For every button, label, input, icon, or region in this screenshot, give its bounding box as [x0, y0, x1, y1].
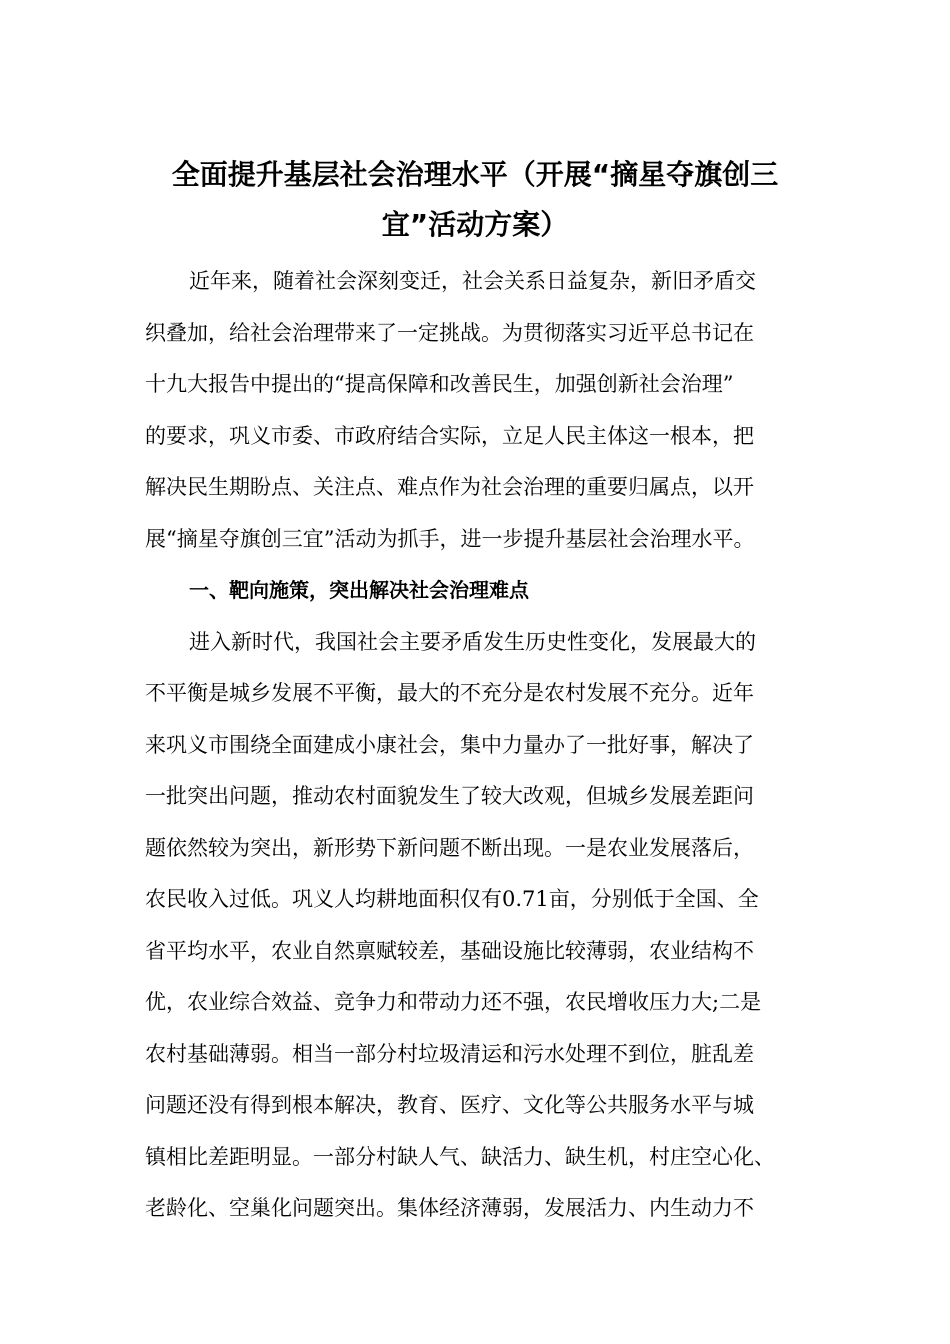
text-line: 优，农业综合效益、竞争力和带动力还不强，农民增收压力大;二是 — [145, 990, 762, 1014]
document-title — [140, 150, 810, 250]
text-line: 近年来，随着社会深刻变迁，社会关系日益复杂，新旧矛盾交 — [189, 269, 756, 293]
text-line: 老龄化、空巢化问题突出。集体经济薄弱，发展活力、内生动力不 — [145, 1196, 754, 1220]
text-line: 不平衡是城乡发展不平衡，最大的不充分是农村发展不充分。近年 — [145, 681, 754, 705]
text-line: 进入新时代，我国社会主要矛盾发生历史性变化，发展最大的 — [189, 629, 756, 654]
text-line: 一批突出问题，推动农村面貌发生了较大改观，但城乡发展差距问 — [145, 784, 754, 808]
text-line: 解决民生期盼点、关注点、难点作为社会治理的重要归属点，以开 — [145, 475, 754, 499]
text-line: 问题还没有得到根本解决，教育、医疗、文化等公共服务水平与城 — [145, 1093, 754, 1117]
text-line: 农民收入过低。巩义人均耕地面积仅有0.71亩，分别低于全国、全 — [145, 887, 759, 911]
text-line: 省平均水平，农业自然禀赋较差，基础设施比较薄弱，农业结构不 — [145, 938, 754, 963]
text-line: 的要求，巩义市委、市政府结合实际，立足人民主体这一根本，把 — [145, 423, 754, 448]
text-line: 十九大报告中提出的“提高保障和改善民生，加强创新社会治理” — [145, 372, 734, 396]
section-heading: 一、靶向施策，突出解决社会治理难点 — [189, 578, 529, 602]
text-line: 织叠加，给社会治理带来了一定挑战。为贯彻落实习近平总书记在 — [145, 320, 754, 345]
text-line: 题依然较为突出，新形势下新问题不断出现。一是农业发展落后， — [145, 835, 754, 860]
text-line: 镇相比差距明显。一部分村缺人气、缺活力、缺生机，村庄空心化、 — [145, 1144, 775, 1169]
text-line: 来巩义市围绕全面建成小康社会，集中力量办了一批好事，解决了 — [145, 732, 754, 757]
title-line-2: 宜”活动方案） — [381, 208, 569, 241]
document-body — [145, 262, 815, 1241]
text-line: 展“摘星夺旗创三宜”活动为抓手，进一步提升基层社会治理水平。 — [145, 526, 755, 551]
paragraph-intro — [145, 262, 815, 571]
text-line: 农村基础薄弱。相当一部分村垃圾清运和污水处理不到位，脏乱差 — [145, 1041, 754, 1066]
title-line-1: 全面提升基层社会治理水平（开展“摘星夺旗创三 — [171, 158, 779, 191]
paragraph-section-1 — [145, 623, 815, 1241]
